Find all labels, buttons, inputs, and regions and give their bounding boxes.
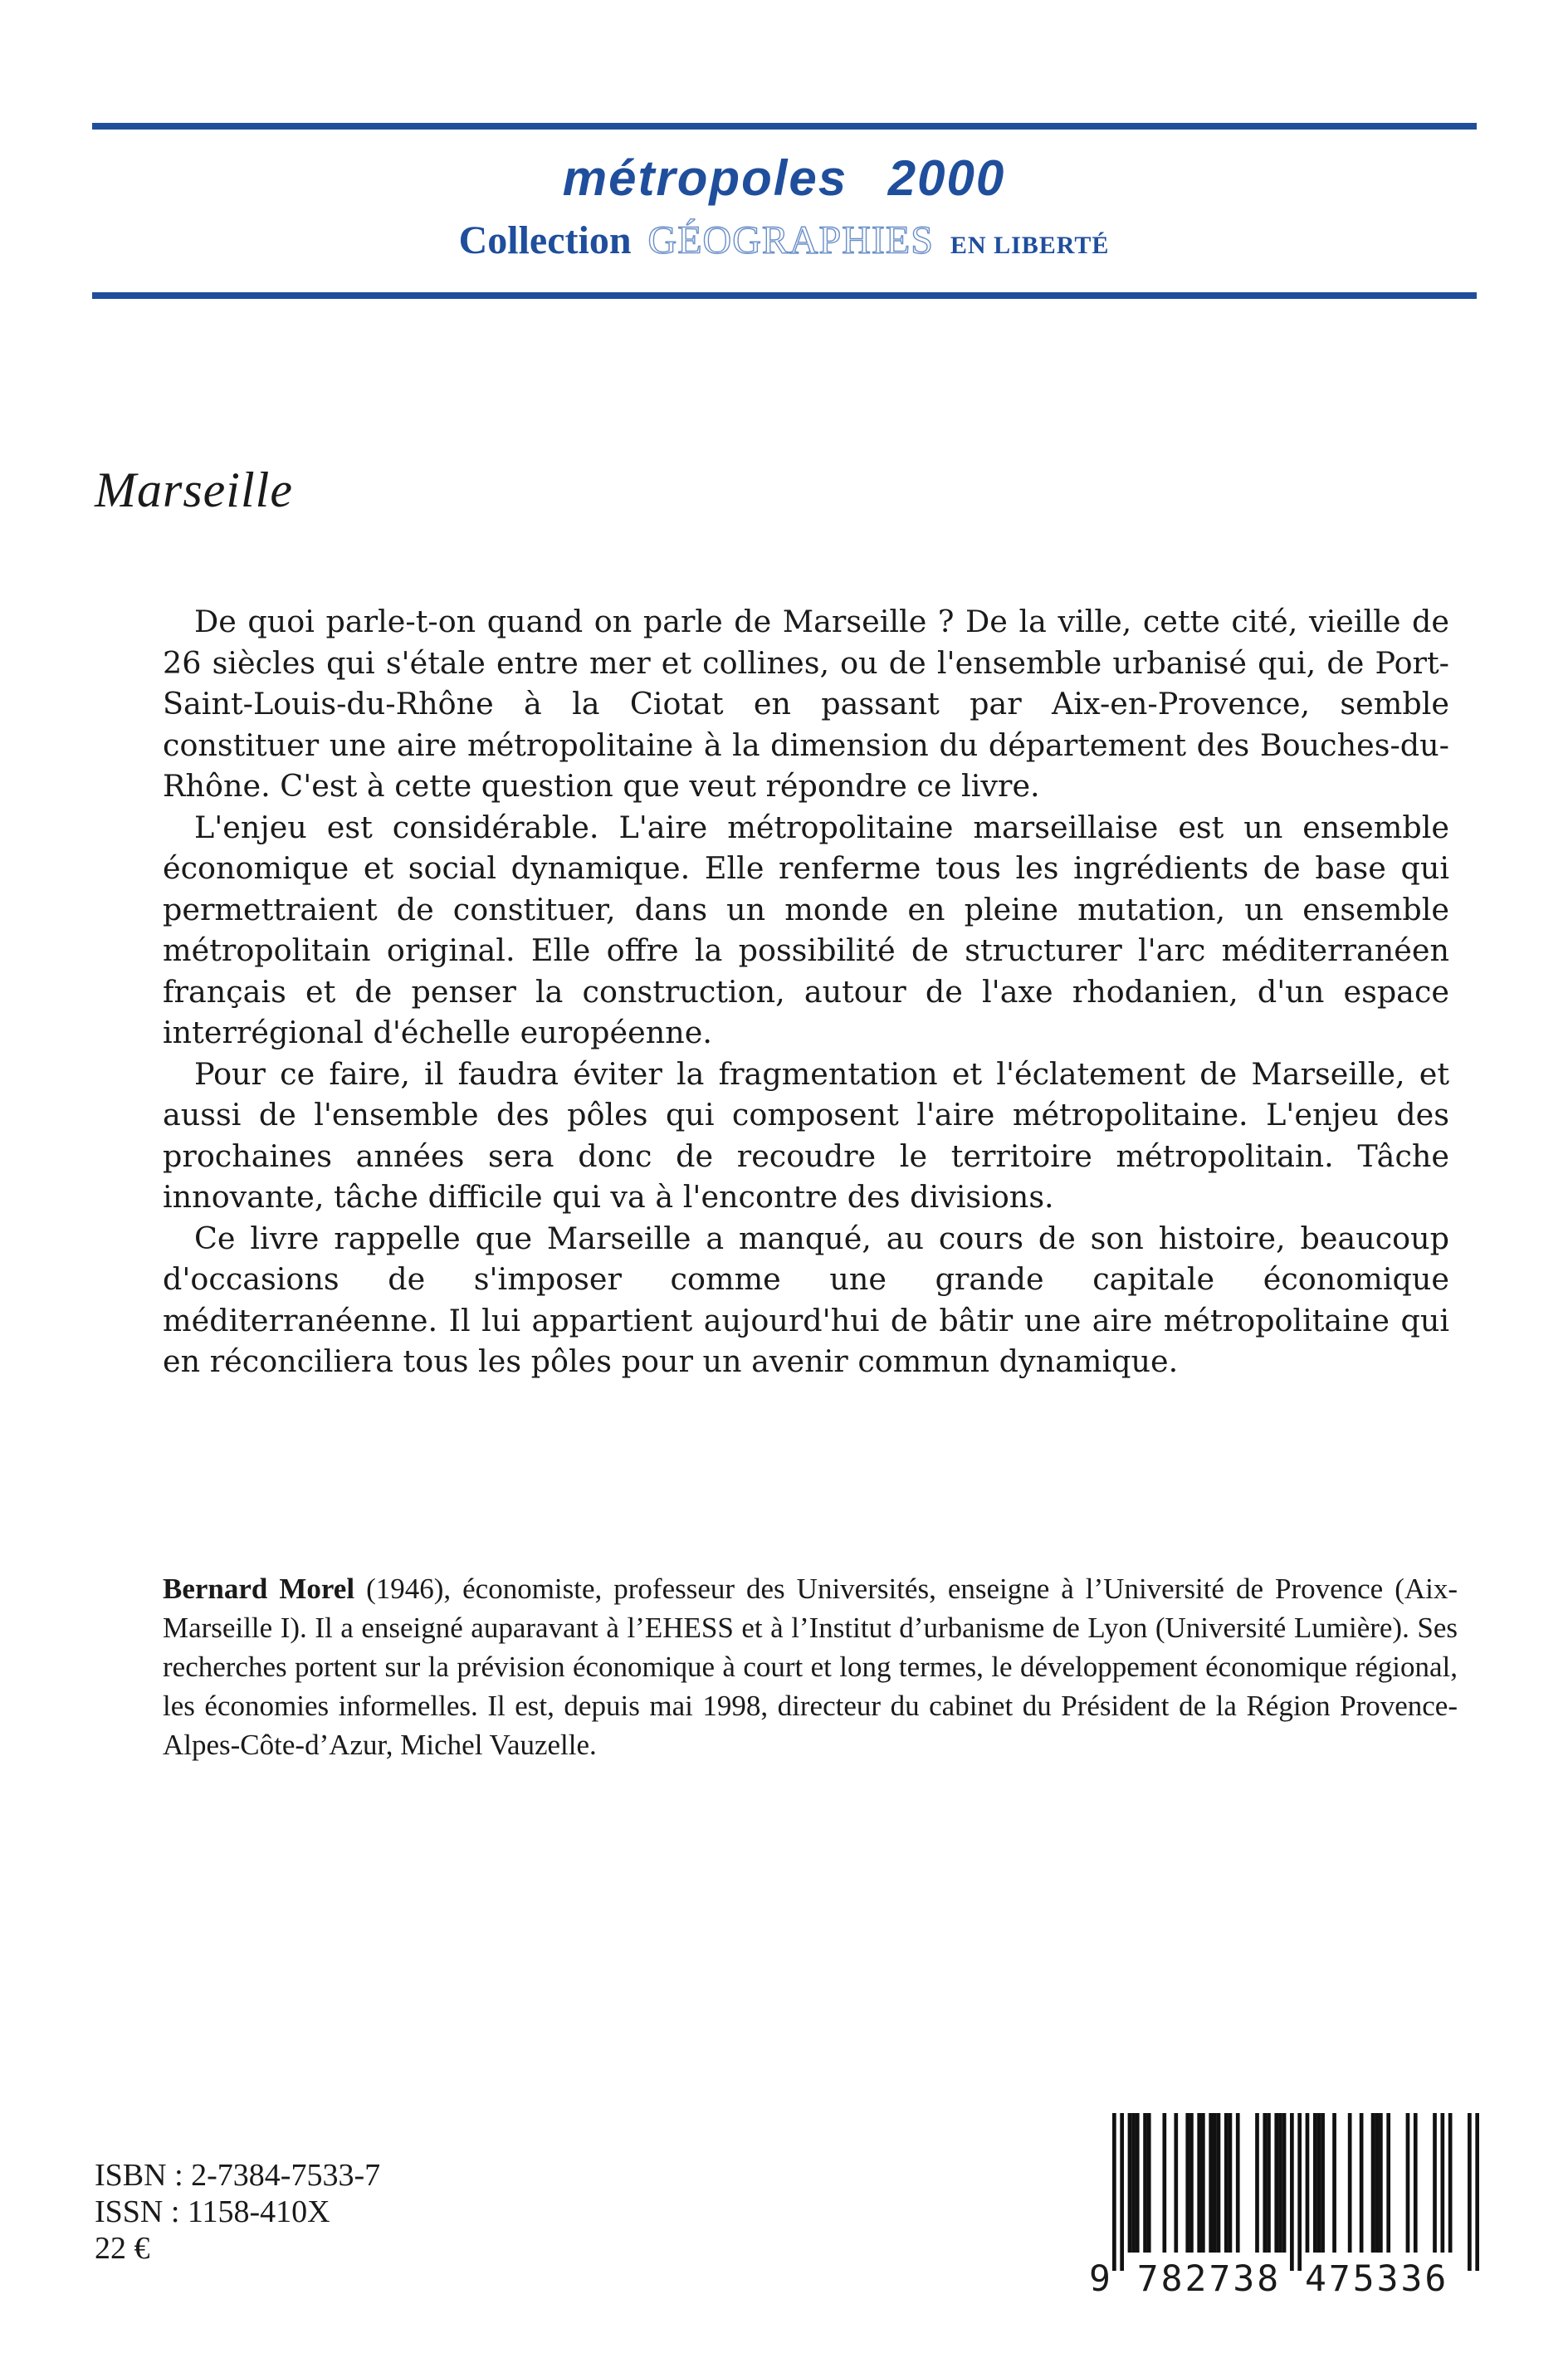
barcode-bar [1217,2113,1221,2253]
isbn: ISBN : 2-7384-7533-7 [95,2158,381,2193]
barcode-bar [1143,2113,1147,2253]
series-title: métropoles 2000 [562,150,1006,206]
barcode-bar [1278,2113,1282,2253]
barcode-bar [1371,2113,1375,2253]
barcode-bar [1267,2113,1271,2253]
barcode-bar [1386,2113,1390,2253]
barcode-guard-bar [1290,2113,1294,2271]
header-bottom-rule [92,292,1477,299]
barcode-bar [1224,2113,1229,2253]
barcode-bar [1375,2113,1379,2253]
collection-name: GÉOGRAPHIES [647,218,934,262]
issn: ISSN : 1158-410X [95,2194,330,2229]
book-title: Marseille [95,462,293,517]
barcode-guard-bar [1475,2113,1479,2271]
barcode-bar [1147,2113,1151,2253]
blurb-paragraph: Pour ce faire, il faudra éviter la fragmentation et l'éclatement de Marseille, et aussi de l'ensemble des pôles qui composent l'aire métropolitaine. L'enjeu des prochaines années sera donc de recoudre le territoire métropolitain. Tâche innovante, tâche difficile qui va à l'encontre des divisions. [163,1055,1449,1215]
barcode-bar [1201,2113,1205,2253]
barcode-bar [1131,2113,1136,2253]
barcode-bar [1189,2113,1194,2253]
publication-info [95,2157,380,2267]
barcode-bar [1209,2113,1213,2253]
author-bio-text: (1946), économiste, professeur des Universités, enseigne à l’Université de Provence (Aix-Marseille I). Il a enseigné auparavant à l’EHESS et à l’Institut d’urbanisme de Lyon (Université Lumière). Ses recherches portent sur la prévision économique à court et long termes, le développement économique régional, les économies informelles. Il est, depuis mai 1998, directeur du cabinet du Président de la Région Provence-Alpes-Côte-d’Azur, Michel Vauzelle. [163,1573,1458,1761]
collection-suffix: EN LIBERTÉ [950,232,1110,259]
barcode-bar [1317,2113,1321,2253]
barcode-bar [1332,2113,1336,2253]
barcode-bar [1379,2113,1383,2253]
barcode-guard-bar [1297,2113,1302,2271]
barcode-bar [1414,2113,1418,2253]
barcode-bar [1174,2113,1178,2253]
barcode-guard-bar [1120,2113,1124,2271]
barcode-guard-bar [1468,2113,1472,2271]
collection-word: Collection [458,218,632,262]
barcode-bar [1162,2113,1166,2253]
barcode-bar [1360,2113,1364,2253]
price: 22 € [95,2231,150,2266]
barcode-bar [1255,2113,1259,2253]
barcode-bar [1282,2113,1287,2253]
barcode-bar [1185,2113,1189,2253]
blurb-paragraph: De quoi parle-t-on quand on parle de Marseille ? De la ville, cette cité, vieille de 26 siècles qui s'étale entre mer et collines, ou de l'ensemble urbanisé qui, de Port-Saint-Louis-du-Rhône à la Ciotat en passant par Aix-en-Provence, semble constituer une aire métropolitaine à la dimension du département des Bouches-du-Rhône. C'est à cette question que veut répondre ce livre. [163,604,1449,804]
barcode-bar [1197,2113,1201,2253]
header-top-rule [92,123,1477,130]
barcode-bar [1448,2113,1453,2253]
barcode-bar [1263,2113,1267,2253]
author-bio [163,1569,1458,1764]
barcode-bar [1321,2113,1325,2253]
barcode-bar [1128,2113,1132,2253]
barcode-bar [1213,2113,1217,2253]
barcode-bar [1348,2113,1352,2253]
barcode-bar [1433,2113,1437,2253]
barcode-guard-bar [1112,2113,1116,2271]
barcode-bar [1313,2113,1317,2253]
barcode-digits: 9 782738 475336 [1089,2258,1449,2300]
blurb-paragraph: Ce livre rappelle que Marseille a manqué, au cours de son histoire, beaucoup d'occasions de s'imposer comme une grande capitale économique méditerranéenne. Il lui appartient aujourd'hui de bâtir une aire métropolitaine qui en réconciliera tous les pôles pour un avenir commun dynamique. [163,1220,1449,1379]
collection-line [0,218,1568,263]
barcode-bar [1440,2113,1444,2253]
barcode-bar [1236,2113,1240,2253]
barcode-bar [1229,2113,1233,2253]
blurb-text [163,601,1449,1382]
barcode-bar [1274,2113,1278,2253]
barcode-bar [1136,2113,1140,2253]
barcode-bar [1306,2113,1310,2253]
author-name: Bernard Morel [163,1573,355,1605]
barcode-image [1089,2113,1479,2271]
barcode-bar [1406,2113,1410,2253]
blurb-paragraph: L'enjeu est considérable. L'aire métropolitaine marseillaise est un ensemble économique et social dynamique. Elle renferme tous les ingrédients de base qui permettraient de constituer, dans un monde en pleine mutation, un ensemble métropolitain original. Elle offre la possibilité de structurer l'arc méditerranéen français et de penser la construction, autour de l'axe rhodanien, d'un espace interrégional d'échelle européenne. [163,809,1449,1050]
